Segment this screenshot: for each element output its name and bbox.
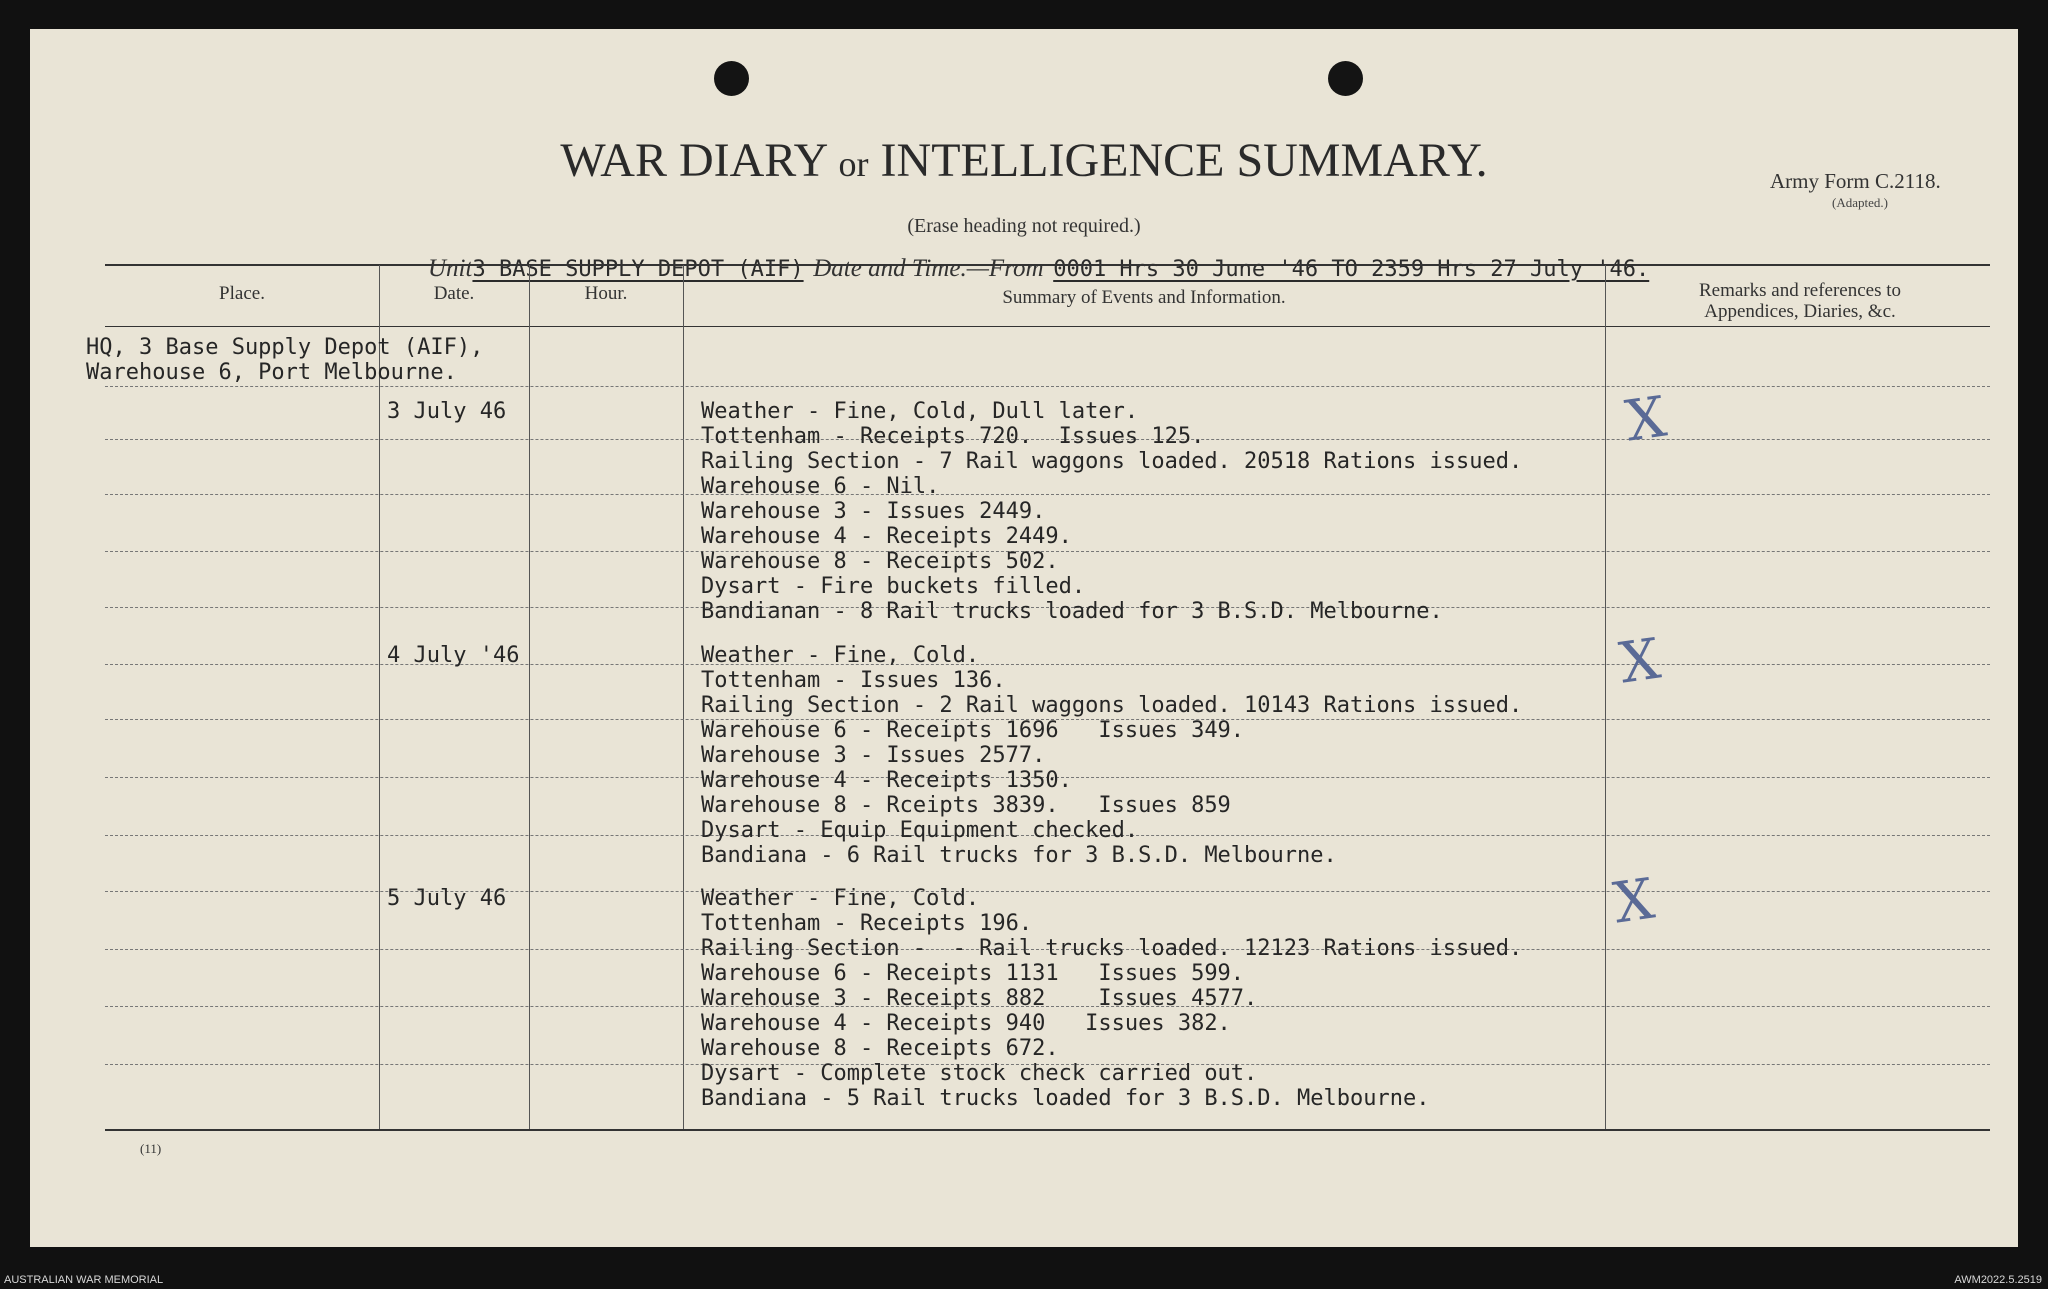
- summary-line: Warehouse 4 - Receipts 940 Issues 382.: [701, 1011, 1231, 1036]
- date-label: Date and Time.—From: [813, 255, 1044, 282]
- entry-date: 5 July 46: [387, 886, 507, 911]
- col-divider-remarks: [1605, 265, 1606, 1129]
- summary-line: Bandianan - 8 Rail trucks loaded for 3 B.S.D. Melbourne.: [701, 599, 1443, 624]
- summary-line: Warehouse 3 - Issues 2449.: [701, 499, 1046, 524]
- unit-value: 3 BASE SUPPLY DEPOT (AIF): [472, 257, 804, 282]
- summary-line: Bandiana - 6 Rail trucks for 3 B.S.D. Melbourne.: [701, 843, 1337, 868]
- col-header-remarks: Remarks and references to Appendices, Diaries, &c.: [1698, 280, 1902, 322]
- title-war-diary: WAR DIARY: [560, 134, 827, 187]
- col-divider-hour: [529, 265, 530, 1129]
- summary-line: Warehouse 6 - Receipts 1696 Issues 349.: [701, 718, 1245, 743]
- summary-line: Warehouse 8 - Rceipts 3839. Issues 859: [701, 793, 1231, 818]
- army-form-number: Army Form C.2118.: [1770, 169, 1941, 193]
- diary-page: [30, 29, 2018, 1247]
- col-header-date: Date.: [433, 283, 475, 304]
- summary-line: Railing Section - 7 Rail waggons loaded. 20518 Rations issued.: [701, 449, 1523, 474]
- punch-hole-right: [1328, 61, 1363, 96]
- summary-line: Tottenham - Receipts 720. Issues 125.: [701, 424, 1205, 449]
- summary-line: Tottenham - Issues 136.: [701, 668, 1006, 693]
- place-line-2: Warehouse 6, Port Melbourne.: [86, 360, 457, 385]
- col-header-place: Place.: [219, 283, 265, 304]
- unit-label: Unit: [428, 255, 473, 282]
- remarks-check-mark: X: [1621, 384, 1671, 455]
- page-title: [30, 133, 2018, 188]
- header-bottom-rule: [105, 326, 1990, 327]
- footer-archive-name: AUSTRALIAN WAR MEMORIAL: [4, 1274, 164, 1286]
- col-divider-summary: [683, 265, 684, 1129]
- summary-line: Warehouse 8 - Receipts 672.: [701, 1036, 1059, 1061]
- col-header-hour: Hour.: [584, 283, 628, 304]
- place-line-1: HQ, 3 Base Supply Depot (AIF),: [86, 335, 484, 360]
- row-rule: [105, 494, 1990, 495]
- summary-line: Railing Section - - Rail trucks loaded. 12123 Rations issued.: [701, 936, 1523, 961]
- summary-line: Dysart - Equip Equipment checked.: [701, 818, 1139, 843]
- summary-line: Weather - Fine, Cold, Dull later.: [701, 399, 1139, 424]
- summary-line: Warehouse 3 - Receipts 882 Issues 4577.: [701, 986, 1258, 1011]
- row-rule: [105, 386, 1990, 387]
- summary-line: Weather - Fine, Cold.: [701, 643, 980, 668]
- date-range-value: 0001 Hrs 30 June '46 TO 2359 Hrs 27 July '46.: [1053, 257, 1650, 282]
- summary-line: Tottenham - Receipts 196.: [701, 911, 1033, 936]
- entry-date: 3 July 46: [387, 399, 507, 424]
- summary-line: Warehouse 4 - Receipts 1350.: [701, 768, 1072, 793]
- title-intelligence-summary: INTELLIGENCE SUMMARY.: [880, 134, 1488, 187]
- summary-line: Bandiana - 5 Rail trucks loaded for 3 B.S.D. Melbourne.: [701, 1086, 1430, 1111]
- page-number: (11): [140, 1141, 162, 1156]
- summary-line: Dysart - Fire buckets filled.: [701, 574, 1086, 599]
- title-or: or: [838, 144, 869, 184]
- punch-hole-left: [714, 61, 749, 96]
- summary-line: Dysart - Complete stock check carried out.: [701, 1061, 1258, 1086]
- table-bottom-rule: [105, 1129, 1990, 1131]
- summary-line: Warehouse 8 - Receipts 502.: [701, 549, 1059, 574]
- army-form-adapted: (Adapted.): [1832, 195, 1888, 210]
- entry-date: 4 July '46: [387, 643, 520, 668]
- summary-line: Warehouse 6 - Receipts 1131 Issues 599.: [701, 961, 1245, 986]
- summary-line: Warehouse 4 - Receipts 2449.: [701, 524, 1072, 549]
- remarks-check-mark: X: [1609, 866, 1659, 937]
- remarks-check-mark: X: [1615, 626, 1665, 697]
- summary-line: Warehouse 3 - Issues 2577.: [701, 743, 1046, 768]
- footer-accession-number: AWM2022.5.2519: [1954, 1274, 2042, 1286]
- table-top-rule: [105, 264, 1990, 266]
- col-header-summary: Summary of Events and Information.: [1002, 287, 1286, 308]
- summary-line: Railing Section - 2 Rail waggons loaded. 10143 Rations issued.: [701, 693, 1523, 718]
- col-divider-date: [379, 265, 380, 1129]
- erase-note: (Erase heading not required.): [907, 215, 1141, 237]
- summary-line: Warehouse 6 - Nil.: [701, 474, 940, 499]
- summary-line: Weather - Fine, Cold.: [701, 886, 980, 911]
